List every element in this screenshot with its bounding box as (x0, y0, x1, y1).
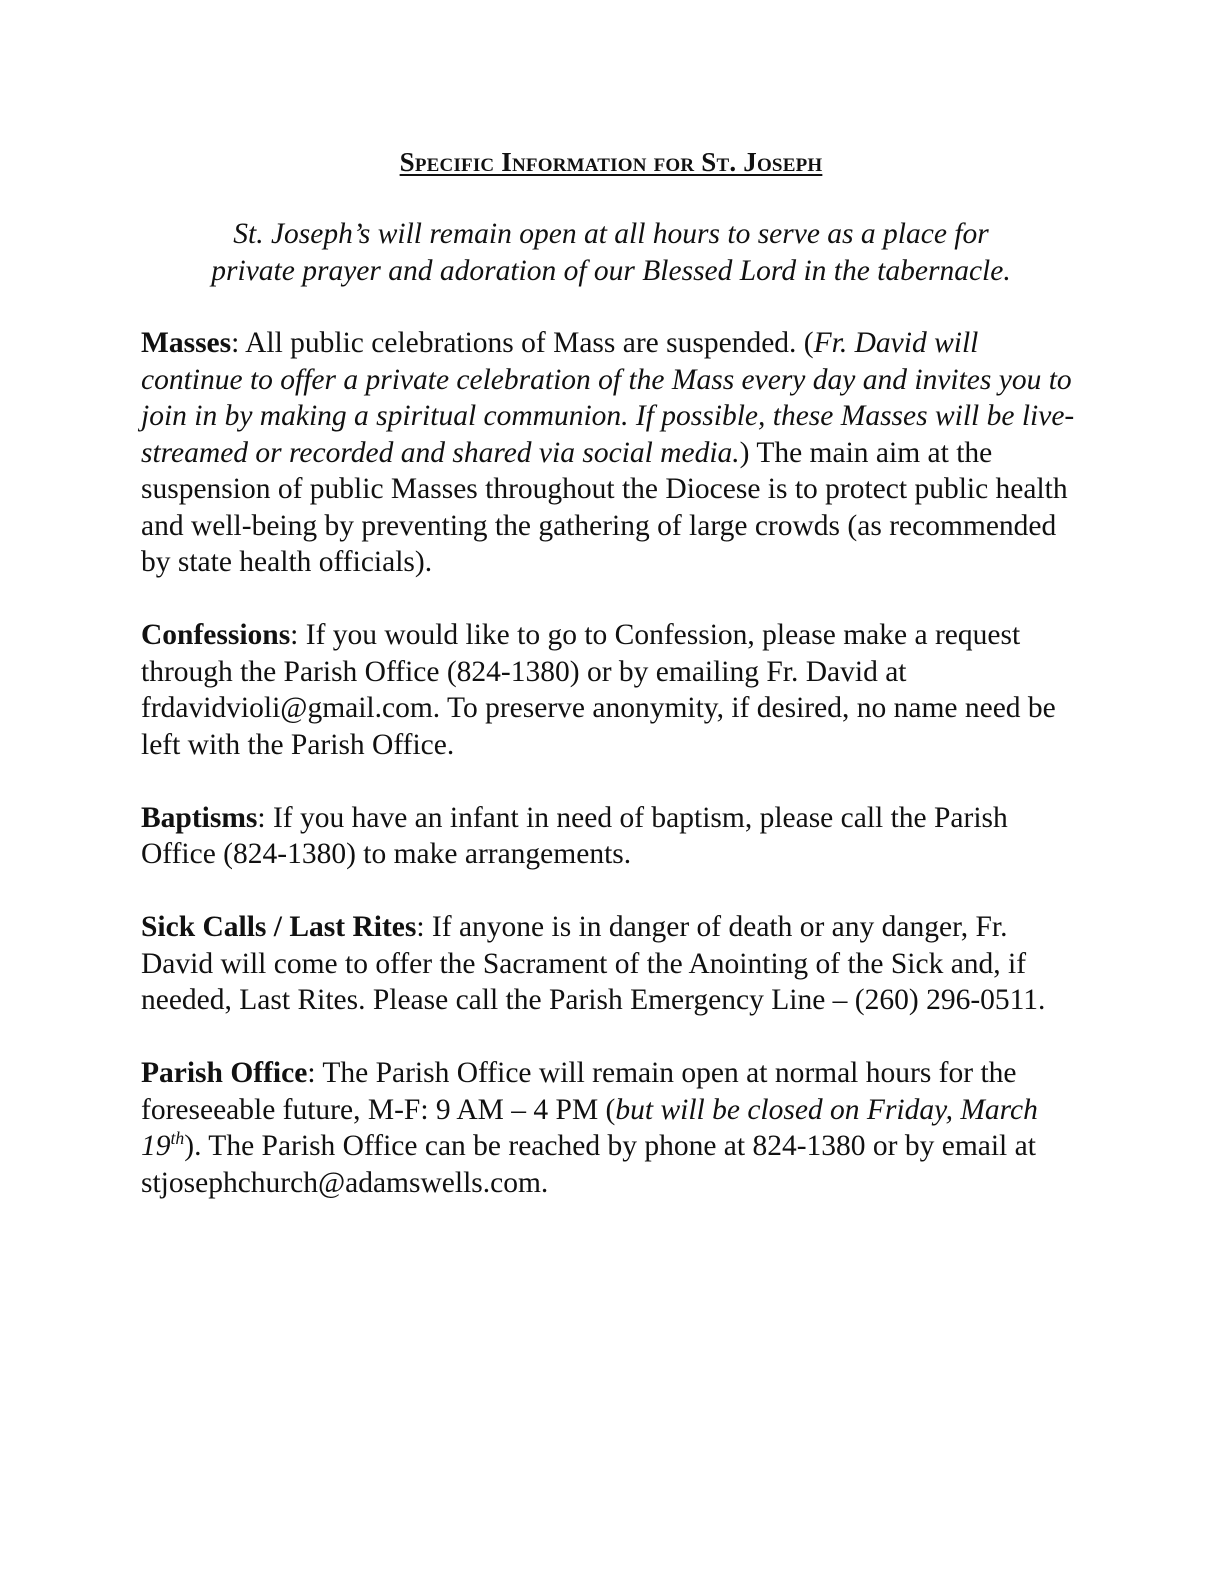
intro-statement (141, 216, 1081, 289)
confessions-section (141, 617, 1081, 763)
baptisms-section (141, 800, 1081, 873)
sick-calls-text: : If anyone is in danger of death or any danger, Fr. David will come to offer the Sacrament of the Anointing of the Sick and, if needed, Last Rites. Please call the Parish Emergency Line – (260) 296-0511. (141, 911, 1046, 1016)
confessions-text: : If you would like to go to Confession, please make a request through the Parish Office (824-1380) or by emailing Fr. David at frdavidvioli@gmail.com. To preserve anonymity, if desired, no name need be left with the Parish Office. (141, 619, 1056, 761)
parish-office-italic-text: but will be closed on Friday, March 19 (141, 1093, 1038, 1162)
intro-line-1: St. Joseph’s will remain open at all hours to serve as a place for (233, 218, 989, 250)
parish-office-text-1: : The Parish Office will remain open at normal hours for the foreseeable future, M-F: 9 AM – 4 PM ( (141, 1057, 1017, 1126)
sick-calls-label: Sick Calls / Last Rites (141, 911, 417, 943)
masses-text-1: : All public celebrations of Mass are suspended. ( (231, 327, 814, 359)
sick-calls-section (141, 909, 1081, 1019)
intro-line-2: private prayer and adoration of our Blessed Lord in the tabernacle. (211, 254, 1011, 287)
document-page (141, 140, 1081, 1238)
masses-label: Masses (141, 327, 232, 359)
masses-section (141, 325, 1081, 581)
page-title: Specific Information for St. Joseph (399, 147, 823, 177)
baptisms-text: : If you have an infant in need of baptism, please call the Parish Office (824-1380) to make arrangements. (141, 801, 1008, 870)
masses-text-2: ) The main aim at the suspension of public Masses throughout the Diocese is to protect public health and well-being by preventing the gathering of large crowds (as recommended by state health officials). (141, 436, 1068, 578)
baptisms-label: Baptisms (141, 801, 258, 834)
masses-italic-note: Fr. David will continue to offer a private celebration of the Mass every day and invites you to join in by making a spiritual communion. If possible, these Masses will be live-streamed or recorded and shared via social media. (141, 327, 1075, 469)
parish-office-text-2: ). The Parish Office can be reached by phone at 824-1380 or by email at stjosephchurch@adamswells.com. (141, 1130, 1036, 1199)
ordinal-suffix: th (170, 1128, 185, 1149)
parish-office-section (141, 1055, 1081, 1201)
confessions-label: Confessions (141, 619, 291, 651)
parish-office-label: Parish Office (141, 1057, 308, 1089)
